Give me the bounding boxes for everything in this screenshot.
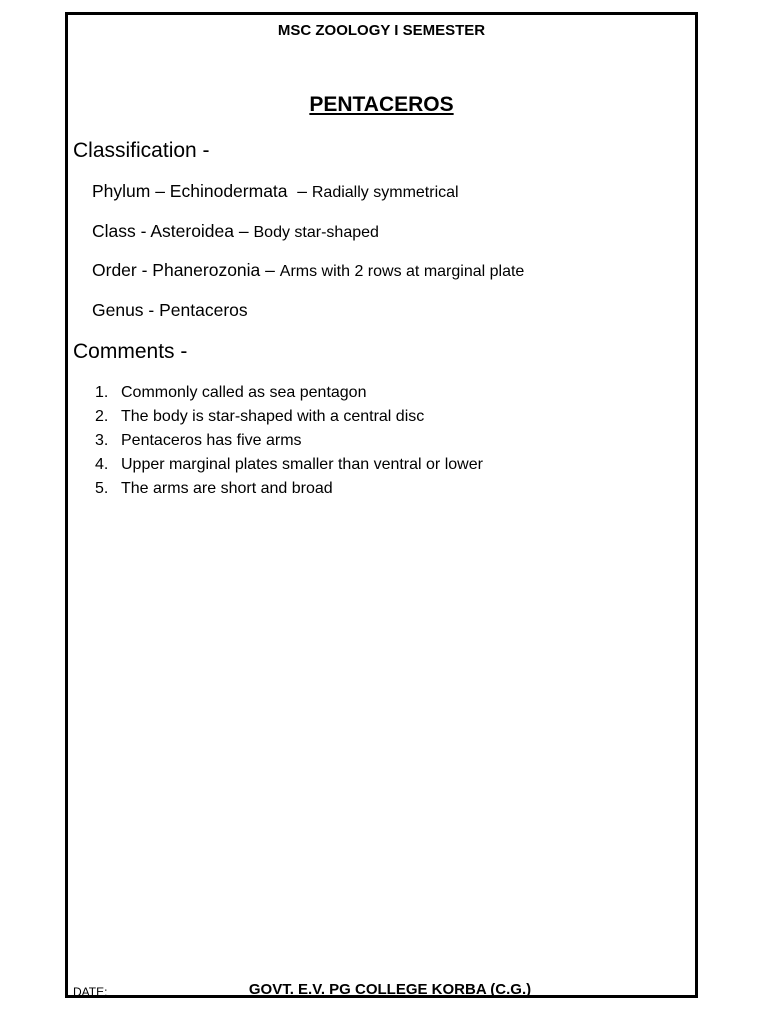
course-header: MSC ZOOLOGY I SEMESTER bbox=[277, 22, 486, 39]
list-text: The arms are short and broad bbox=[121, 480, 333, 497]
list-item bbox=[95, 405, 483, 429]
classification-row-order bbox=[92, 260, 524, 281]
classification-label: Class - Asteroidea bbox=[92, 221, 235, 241]
list-number: 4. bbox=[95, 456, 109, 473]
classification-label: Phylum – Echinodermata bbox=[92, 181, 288, 201]
classification-label: Genus - Pentaceros bbox=[92, 300, 248, 320]
list-number: 5. bbox=[95, 480, 109, 497]
classification-separator: – bbox=[238, 221, 249, 241]
list-text: Pentaceros has five arms bbox=[121, 432, 302, 449]
classification-row-class bbox=[92, 221, 379, 242]
list-item bbox=[95, 381, 483, 405]
classification-note: Body star-shaped bbox=[253, 224, 379, 241]
classification-note: Arms with 2 rows at marginal plate bbox=[279, 263, 525, 280]
list-item bbox=[95, 453, 483, 477]
classification-row-phylum bbox=[92, 181, 459, 202]
classification-heading: Classification - bbox=[73, 139, 210, 162]
list-number: 2. bbox=[95, 408, 109, 425]
classification-separator: – bbox=[265, 260, 275, 280]
classification-separator: – bbox=[297, 181, 307, 201]
list-text: The body is star-shaped with a central disc bbox=[121, 408, 425, 425]
comments-list bbox=[95, 381, 483, 501]
college-footer: GOVT. E.V. PG COLLEGE KORBA (C.G.) bbox=[248, 981, 532, 998]
page-title: PENTACEROS bbox=[309, 93, 454, 116]
classification-row-genus bbox=[92, 300, 248, 321]
date-label: DATE: bbox=[73, 985, 108, 999]
list-item bbox=[95, 429, 483, 453]
classification-note: Radially symmetrical bbox=[311, 184, 459, 201]
list-item bbox=[95, 477, 483, 501]
page-border-frame bbox=[65, 12, 698, 998]
list-number: 3. bbox=[95, 432, 109, 449]
classification-label: Order - Phanerozonia bbox=[92, 260, 261, 280]
list-text: Commonly called as sea pentagon bbox=[121, 384, 367, 401]
comments-heading: Comments - bbox=[73, 340, 188, 363]
list-text: Upper marginal plates smaller than ventral or lower bbox=[121, 456, 483, 473]
list-number: 1. bbox=[95, 384, 109, 401]
